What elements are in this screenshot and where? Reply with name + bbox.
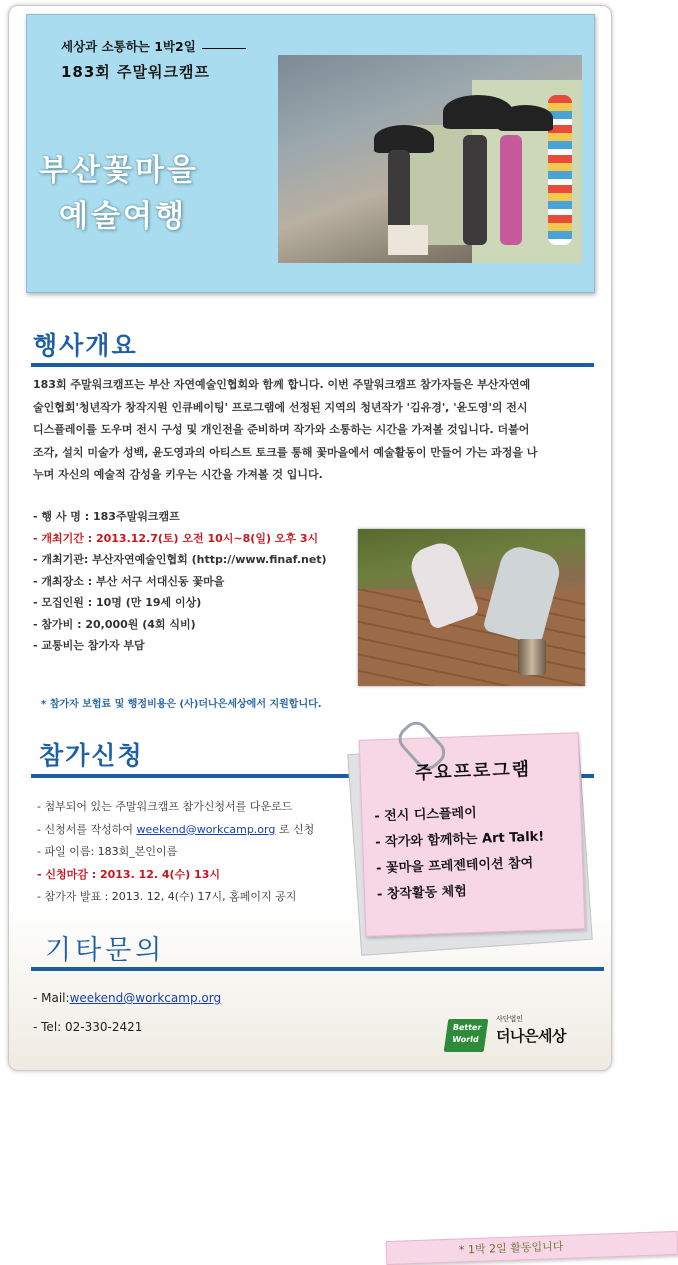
program-item: - 전시 디스플레이 — [374, 805, 477, 825]
programs-note — [359, 732, 586, 937]
detail-fee: - 참가비 : 20,000원 (4회 식비) — [33, 617, 196, 631]
camp-name: 183회 주말워크캠프 — [61, 63, 210, 81]
paragraph-line: 조각, 설치 미술가 성백, 윤도영과의 아티스트 토크를 통해 꽃마을에서 예술활동이 만들어 가는 과정을 나 — [33, 445, 538, 459]
mail-label: - Mail: — [33, 991, 70, 1005]
contact-rule — [31, 967, 604, 971]
person-figure — [463, 135, 487, 245]
better-world-badge: Better World — [444, 1019, 489, 1052]
subtitle-underline — [202, 48, 246, 49]
apply-step-email — [37, 819, 367, 842]
contact-mail — [33, 984, 221, 1013]
application-list — [37, 796, 367, 909]
overview-paragraph — [33, 374, 593, 487]
mail-link[interactable]: weekend@workcamp.org — [69, 991, 222, 1005]
newsletter-frame — [8, 5, 612, 1257]
apply-announcement: - 참가자 발표 : 2013. 12, 4(수) 17시, 홈페이지 공지 — [37, 890, 297, 904]
painting-photo — [358, 529, 585, 686]
paragraph-line: 술인협회'청년작가 창작지원 인큐베이팅' 프로그램에 선정된 지역의 청년작가 '김유경', '윤도영'의 전시 — [33, 400, 528, 414]
contact-info — [33, 984, 221, 1042]
program-item: - 창작활동 체험 — [376, 884, 468, 903]
detail-duration-note: * 1박 2일 활동입니다 — [386, 1231, 678, 1265]
apply-deadline: - 신청마감 : 2013. 12. 4(수) 13시 — [37, 867, 220, 881]
detail-host: - 개최기관: 부산자연예술인협회 (http://www.finaf.net) — [33, 553, 327, 566]
detail-capacity: - 모집인원 : 10명 (만 19세 이상) — [33, 596, 202, 609]
programs-list — [374, 799, 547, 909]
apply-email-link[interactable]: weekend@workcamp.org — [136, 822, 276, 836]
header-subtitle — [61, 37, 246, 55]
apply-file-name: - 파일 이름: 183회_본인이름 — [37, 845, 178, 859]
person-figure — [500, 135, 522, 245]
overview-rule — [31, 363, 594, 367]
contact-title: 기타문의 — [45, 935, 166, 966]
detail-transport: - 교통비는 참가자 부담 — [33, 639, 145, 652]
paragraph-line: 183회 주말워크캠프는 부산 자연예술인협회와 함께 합니다. 이번 주말워크캠프 참가자들은 부산자연예 — [33, 378, 531, 391]
program-item: - 작가와 함께하는 Art Talk! — [374, 829, 545, 851]
photo-box — [388, 225, 428, 255]
overview-title: 행사개요 — [33, 331, 138, 360]
programs-title: 주요프로그램 — [414, 758, 532, 784]
paint-can — [518, 639, 546, 675]
subtitle-text: 세상과 소통하는 1박2일 — [61, 39, 196, 54]
paragraph-line: 누며 자신의 예술적 감성을 키우는 시간을 가져볼 것 입니다. — [33, 468, 323, 482]
umbrella-shape — [498, 105, 553, 131]
apply-step-download: - 첨부되어 있는 주말워크캠프 참가신청서를 다운로드 — [37, 800, 293, 813]
detail-period: - 개최기간 : 2013.12.7(토) 오전 10시~8(일) 오후 3시 — [33, 531, 319, 545]
headline-line1: 부산꽃마을 — [39, 153, 199, 188]
headline-line2: 예술여행 — [59, 199, 187, 234]
person-figure — [388, 150, 410, 230]
contact-tel: - Tel: 02-330-2421 — [33, 1020, 143, 1034]
logo-name: 더나은세상 — [496, 1027, 566, 1045]
header-banner — [26, 14, 595, 293]
application-title: 참가신청 — [39, 741, 144, 770]
apply-email-suffix: 로 신청 — [275, 822, 315, 836]
paragraph-line: 디스플레이를 도우며 전시 구성 및 개인전을 준비하며 작가와 소통하는 시간을 가져볼 것입니다. 더불어 — [33, 423, 530, 437]
detail-event-name: - 행 사 명 : 183주말워크캠프 — [33, 510, 180, 523]
detail-venue: - 개최장소 : 부산 서구 서대신동 꽃마을 — [33, 574, 225, 588]
program-item: - 꽃마을 프레젠테이션 참여 — [375, 855, 534, 877]
support-note: * 참가자 보험료 및 행정비용은 (사)더나은세상에서 지원합니다. — [41, 699, 322, 710]
umbrella-shape — [374, 125, 434, 153]
logo-small-text: 사단법인 — [496, 1015, 524, 1023]
village-photo — [278, 55, 582, 263]
apply-email-prefix: - 신청서를 작성하여 — [37, 822, 137, 836]
